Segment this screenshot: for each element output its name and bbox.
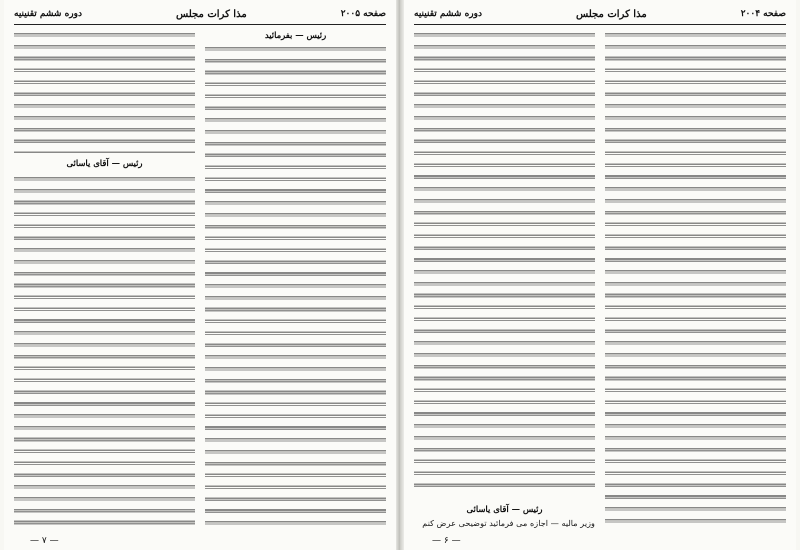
session-label: دوره ششم تقنینیه <box>414 9 483 19</box>
page-number: — ۷ — <box>30 536 59 546</box>
column-left <box>14 30 195 530</box>
speaker-line: رئیس — بفرمائید <box>264 30 327 40</box>
session-label: دوره ششم تقنینیه <box>14 9 83 19</box>
page-2004 <box>404 0 796 550</box>
speaker-line: رئیس — آقای یاسائی <box>66 158 143 168</box>
text-columns <box>414 30 786 530</box>
column-text <box>14 30 195 77</box>
journal-title: مذا کرات مجلس <box>176 8 247 20</box>
text-line-texture <box>205 44 386 530</box>
book-gutter <box>396 0 404 550</box>
page-number: — ۶ — <box>432 536 461 546</box>
column-right <box>205 30 386 530</box>
page-label: صفحه ۲۰۰۴ <box>740 9 786 19</box>
text-line-texture <box>14 174 195 530</box>
page-label: صفحه ۲۰۰۵ <box>340 9 386 19</box>
page-header <box>14 6 386 22</box>
footer-line: وزیر مالیه — اجازه می فرمائید توضیحی عرض کنم <box>422 518 595 529</box>
text-columns <box>14 30 386 530</box>
page-header <box>414 6 786 22</box>
column-right <box>605 30 786 530</box>
header-rule <box>414 24 786 25</box>
header-rule <box>14 24 386 25</box>
journal-title: مذا کرات مجلس <box>576 8 647 20</box>
speaker-line: رئیس — آقای یاسائی <box>466 504 543 515</box>
column-left <box>414 30 595 530</box>
page-2005 <box>4 0 396 550</box>
column-text <box>414 30 595 101</box>
column-text <box>605 30 786 148</box>
